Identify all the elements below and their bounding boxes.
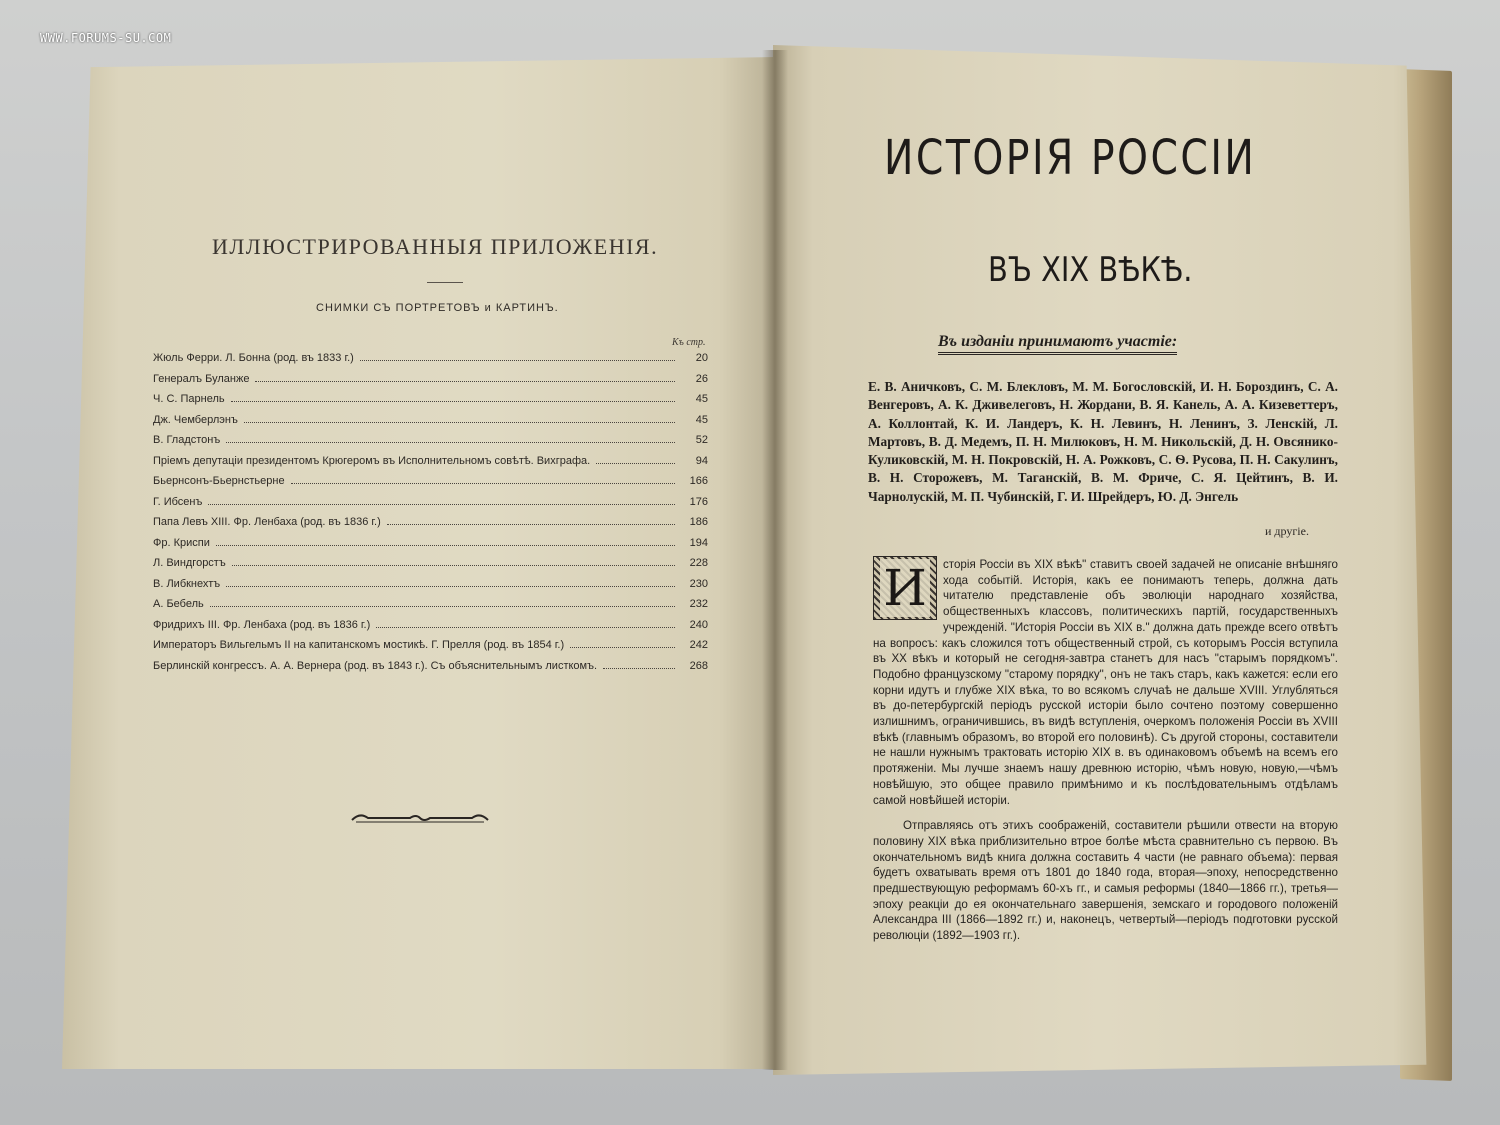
dot-leader (596, 462, 675, 464)
book-subtitle: ВЪ XIX ВѢКѢ. (988, 250, 1193, 290)
list-item-page: 20 (695, 352, 708, 364)
list-item-page: 45 (695, 393, 708, 405)
list-item-title: В. Гладстонъ (153, 434, 221, 446)
list-item (153, 352, 708, 373)
dot-leader (226, 585, 675, 587)
list-item-page: 26 (695, 372, 708, 385)
dropcap-ornament (873, 556, 937, 620)
participants-end: и другіе. (1265, 524, 1309, 538)
list-item-title: Бьернсонъ-Бьернстьерне (153, 475, 285, 487)
book-gutter (762, 50, 788, 1070)
dot-leader (210, 605, 675, 607)
list-item-title: Жюль Ферри. Л. Бонна (род. въ 1833 г.) (153, 352, 354, 364)
left-page-title: ИЛЛЮСТРИРОВАННЫЯ ПРИЛОЖЕНІЯ. (212, 234, 659, 259)
list-item-page: 228 (689, 557, 708, 569)
list-item-page: 242 (689, 639, 708, 651)
list-item (153, 434, 708, 455)
ornament-divider (350, 808, 490, 828)
list-item (153, 598, 708, 619)
list-item-title: Императоръ Вильгельмъ II на капитанскомъ мостикѣ. Г. Прелля (род. въ 1854 г.) (153, 639, 565, 651)
list-item-title: Папа Левъ XIII. Фр. Ленбаха (род. въ 1836 г.) (153, 516, 381, 528)
dot-leader (208, 503, 675, 505)
list-item-title: Фр. Криспи (153, 536, 210, 549)
dot-leader (231, 400, 675, 402)
list-item-title: А. Бебель (153, 598, 204, 610)
list-item-title: Г. Ибсенъ (153, 495, 203, 508)
list-item (153, 455, 708, 476)
list-item (153, 557, 708, 578)
dot-leader (387, 523, 675, 525)
list-item-title: Дж. Чемберлэнъ (153, 413, 238, 426)
dot-leader (255, 380, 675, 382)
participants-list: Е. В. Аничковъ, С. М. Блекловъ, М. М. Богословскій, И. Н. Бороздинъ, С. А. Венгеровъ, А. К. Дживелеговъ, Н. Жордани, В. Я. Канель, А. А. Кизеветтеръ, А. Коллонтай, К. И. Ландеръ, К. Н. Левинъ, Н. Ленинъ, З. Ленскій, Л. Мартовъ, В. Д. Медемъ, П. Н. Милюковъ, Н. М. Никольскій, Д. Н. Овсянико-Куликовскій, М. Н. Покровскій, Н. А. Рожковъ, С. Ѳ. Русова, П. Н. Сакулинъ, В. Н. Сторожевъ, М. Таганскій, В. М. Фриче, С. Я. Цейтинъ, В. И. Чарнолускій, М. П. Чубинскій, Г. И. Шрейдеръ, Ю. Д. Энгель (868, 379, 1338, 504)
list-item-page: 52 (695, 434, 708, 446)
list-item (153, 537, 708, 558)
list-item-page: 166 (689, 475, 708, 487)
dot-leader (244, 421, 675, 423)
list-item (153, 373, 708, 394)
watermark: WWW.FORUMS-SU.COM (40, 31, 172, 45)
list-item-title: В. Либкнехтъ (153, 577, 221, 590)
list-item-page: 240 (689, 618, 708, 631)
list-item (153, 639, 708, 660)
list-item-page: 230 (689, 577, 708, 590)
list-item (153, 660, 708, 681)
list-item-page: 186 (689, 516, 708, 528)
dot-leader (570, 646, 675, 648)
participants-heading: Въ изданіи принимаютъ участіе: (938, 333, 1177, 355)
list-item (153, 578, 708, 599)
list-item (153, 516, 708, 537)
dot-leader (226, 441, 675, 443)
list-item (153, 475, 708, 496)
list-item-page: 45 (695, 413, 708, 426)
dot-leader (232, 564, 675, 566)
list-item-page: 194 (689, 536, 708, 549)
list-item-page: 94 (695, 454, 708, 467)
list-item (153, 393, 708, 414)
list-item-title: Фридрихъ III. Фр. Ленбаха (род. въ 1836 г.) (153, 618, 371, 631)
list-item-page: 232 (689, 598, 708, 610)
illustrations-list (153, 352, 708, 680)
list-item-title: Ч. С. Парнель (153, 393, 225, 405)
list-item (153, 496, 708, 517)
paragraph-2: Отправляясь отъ этихъ соображеній, составители рѣшили отвести на вторую половину XIX вѣка приблизительно втрое болѣе мѣста сравнительно съ первою. Въ окончательномъ видѣ книга должна составить 4 части (не равнаго объема): первая будетъ охватывать время отъ 1801 до 1840 года, вторая—эпоху, непосредственно предшествующую реформамъ 60-хъ гг., и самыя реформы (1840—1866 гг.), третья—эпоху реакціи до ея окончательнаго завершенія, земскаго и городового положеній Александра III (1866—1892 гг.) и, наконецъ, четвертый—періодъ подготовки русской революціи (1892—1903 гг.). (873, 819, 1338, 943)
list-item-title: Пріемъ депутаціи президентомъ Крюгеромъ въ Исполнительномъ совѣтѣ. Вихграфа. (153, 454, 591, 467)
list-item-title: Л. Виндгорстъ (153, 557, 226, 569)
dot-leader (216, 544, 675, 546)
dot-leader (603, 667, 675, 669)
title-rule (427, 282, 463, 283)
paragraph-1: сторія Россіи въ XIX вѣкѣ" ставитъ своей задачей не описаніе внѣшняго хода событій. Исторія, какъ ее понимаютъ теперь, должна дать читателю представленіе объ эволюціи народнаго хозяйства, общественныхъ классовъ, политическихъ партій, государственныхъ учрежденій. "Исторія Россіи въ XIX в." должна дать прежде всего отвѣтъ на вопросъ: какъ сложился тотъ общественный строй, съ которымъ Россія вступила въ XX вѣкъ и который не сегодня-завтра станетъ для насъ "старымъ порядкомъ". Подобно французскому "старому порядку", онъ не такъ старъ, какъ кажется: если его корни идутъ и глубже XIX вѣка, то во всякомъ случаѣ не дальше XVIII. Углубляться въ до-петербургскій періодъ русской исторіи было сочтено поэтому совершенно излишнимъ, ограничившись, въ видѣ вступленія, очеркомъ положенія Россіи въ XVIII вѣкѣ (главнымъ образомъ, во второй его половинѣ). Съ другой стороны, составители не нашли нужнымъ трактовать исторію XIX в. въ одинаковомъ объемѣ на всемъ его протяженіи. Мы лучше знаемъ нашу древнюю исторію, чѣмъ новую, новую,—чѣмъ новѣйшую, это общее правило примѣнимо и къ послѣдовательнымъ отдѣламъ самой новѣйшей исторіи. (873, 558, 1338, 807)
list-item-page: 176 (689, 495, 708, 508)
dot-leader (291, 482, 675, 484)
dot-leader (360, 359, 675, 361)
list-item-page: 268 (689, 659, 708, 672)
left-page-subtitle: СНИМКИ СЪ ПОРТРЕТОВЪ и КАРТИНЪ. (316, 302, 559, 314)
introduction-text (873, 557, 1338, 944)
list-item-title: Берлинскій конгрессъ. А. А. Вернера (род. въ 1843 г.). Съ объяснительнымъ листкомъ. (153, 659, 598, 672)
dot-leader (376, 626, 675, 628)
dropcap-letter: И (880, 559, 930, 617)
page-column-header: Къ стр. (672, 337, 706, 348)
book-title: ИСТОРІЯ РОССІИ (884, 130, 1257, 186)
list-item (153, 414, 708, 435)
list-item-title: Генералъ Буланже (153, 372, 250, 385)
list-item (153, 619, 708, 640)
